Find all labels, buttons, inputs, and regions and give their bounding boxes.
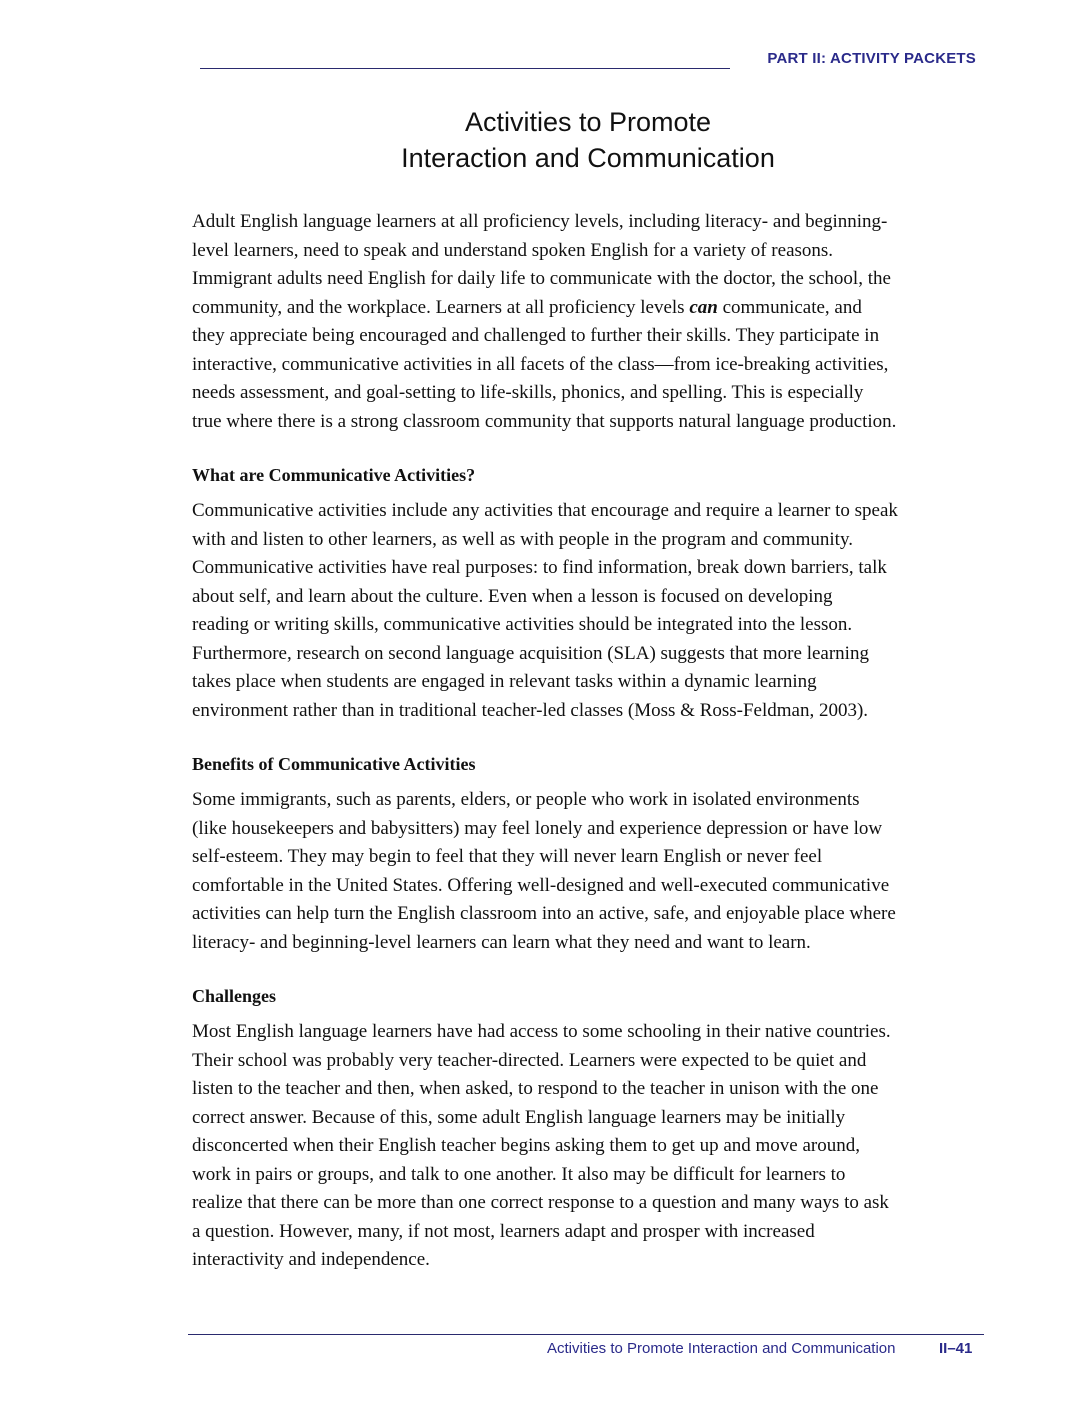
paragraph-line: activities can help turn the English classroom into an active, safe, and enjoyable place where bbox=[192, 903, 896, 924]
page-title-line2: Interaction and Communication bbox=[401, 143, 775, 173]
intro-line: needs assessment, and goal-setting to life-skills, phonics, and spelling. This is especially bbox=[192, 382, 864, 403]
paragraph-line: Furthermore, research on second language acquisition (SLA) suggests that more learning bbox=[192, 642, 869, 664]
paragraph-line: takes place when students are engaged in relevant tasks within a dynamic learning bbox=[192, 671, 817, 692]
intro-line: true where there is a strong classroom community that supports natural language production. bbox=[192, 410, 897, 432]
section-paragraph-challenges bbox=[192, 1018, 988, 1275]
footer-title: Activities to Promote Interaction and Communication bbox=[547, 1340, 896, 1357]
intro-line-start: community, and the workplace. Learners at all proficiency levels bbox=[192, 296, 690, 318]
page-title-line1: Activities to Promote bbox=[464, 107, 712, 137]
intro-paragraph bbox=[192, 208, 988, 436]
paragraph-line: realize that there can be more than one correct response to a question and many ways to ask bbox=[192, 1192, 889, 1213]
document-body bbox=[192, 208, 988, 1275]
footer-rule bbox=[188, 1334, 984, 1335]
intro-line: level learners, need to speak and understand spoken English for a variety of reasons. bbox=[192, 239, 834, 261]
section-heading-benefits: Benefits of Communicative Activities bbox=[192, 754, 476, 774]
paragraph-line: Most English language learners have had access to some schooling in their native countries. bbox=[192, 1021, 891, 1042]
intro-line bbox=[192, 294, 988, 323]
paragraph-line: disconcerted when their English teacher begins asking them to get up and move around, bbox=[192, 1135, 860, 1156]
paragraph-line: literacy- and beginning-level learners can learn what they need and want to learn. bbox=[192, 931, 811, 953]
intro-line: Adult English language learners at all proficiency levels, including literacy- and beginning- bbox=[192, 211, 888, 232]
header-rule bbox=[200, 68, 730, 69]
paragraph-line: a question. However, many, if not most, learners adapt and prosper with increased bbox=[192, 1220, 815, 1242]
header-section-label: PART II: ACTIVITY PACKETS bbox=[767, 50, 976, 67]
paragraph-line: (like housekeepers and babysitters) may feel lonely and experience depression or have low bbox=[192, 817, 883, 839]
section-heading-what-are: What are Communicative Activities? bbox=[192, 465, 476, 485]
intro-line: they appreciate being encouraged and challenged to further their skills. They participate in bbox=[192, 325, 880, 346]
emphasis-word: can bbox=[689, 296, 718, 318]
section-paragraph-what-are bbox=[192, 497, 988, 725]
section-paragraph-benefits bbox=[192, 786, 988, 957]
paragraph-line: comfortable in the United States. Offering well-designed and well-executed communicative bbox=[192, 874, 890, 896]
intro-line-end: communicate, and bbox=[717, 296, 862, 318]
paragraph-line: with and listen to other learners, as well as with people in the program and community. bbox=[192, 528, 853, 550]
intro-line: Immigrant adults need English for daily life to communicate with the doctor, the school, the bbox=[192, 268, 891, 289]
paragraph-line: interactivity and independence. bbox=[192, 1249, 430, 1270]
page-title bbox=[192, 104, 984, 176]
footer-page-number: II–41 bbox=[939, 1340, 973, 1357]
intro-line: interactive, communicative activities in all facets of the class—from ice-breaking activities, bbox=[192, 353, 889, 375]
paragraph-line: reading or writing skills, communicative activities should be integrated into the lesson. bbox=[192, 614, 853, 635]
paragraph-line: Some immigrants, such as parents, elders, or people who work in isolated environments bbox=[192, 789, 860, 810]
paragraph-line: Communicative activities have real purposes: to find information, break down barriers, talk bbox=[192, 557, 887, 578]
paragraph-line: environment rather than in traditional teacher-led classes (Moss & Ross-Feldman, 2003). bbox=[192, 699, 869, 721]
paragraph-line: about self, and learn about the culture. Even when a lesson is focused on developing bbox=[192, 585, 833, 607]
paragraph-line: Communicative activities include any activities that encourage and require a learner to speak bbox=[192, 500, 898, 521]
section-heading-challenges: Challenges bbox=[192, 986, 277, 1006]
paragraph-line: Their school was probably very teacher-directed. Learners were expected to be quiet and bbox=[192, 1049, 867, 1071]
paragraph-line: work in pairs or groups, and talk to one another. It also may be difficult for learners to bbox=[192, 1163, 846, 1185]
paragraph-line: self-esteem. They may begin to feel that they will never learn English or never feel bbox=[192, 846, 823, 867]
paragraph-line: correct answer. Because of this, some adult English language learners may be initially bbox=[192, 1106, 846, 1128]
paragraph-line: listen to the teacher and then, when asked, to respond to the teacher in unison with the one bbox=[192, 1078, 879, 1099]
